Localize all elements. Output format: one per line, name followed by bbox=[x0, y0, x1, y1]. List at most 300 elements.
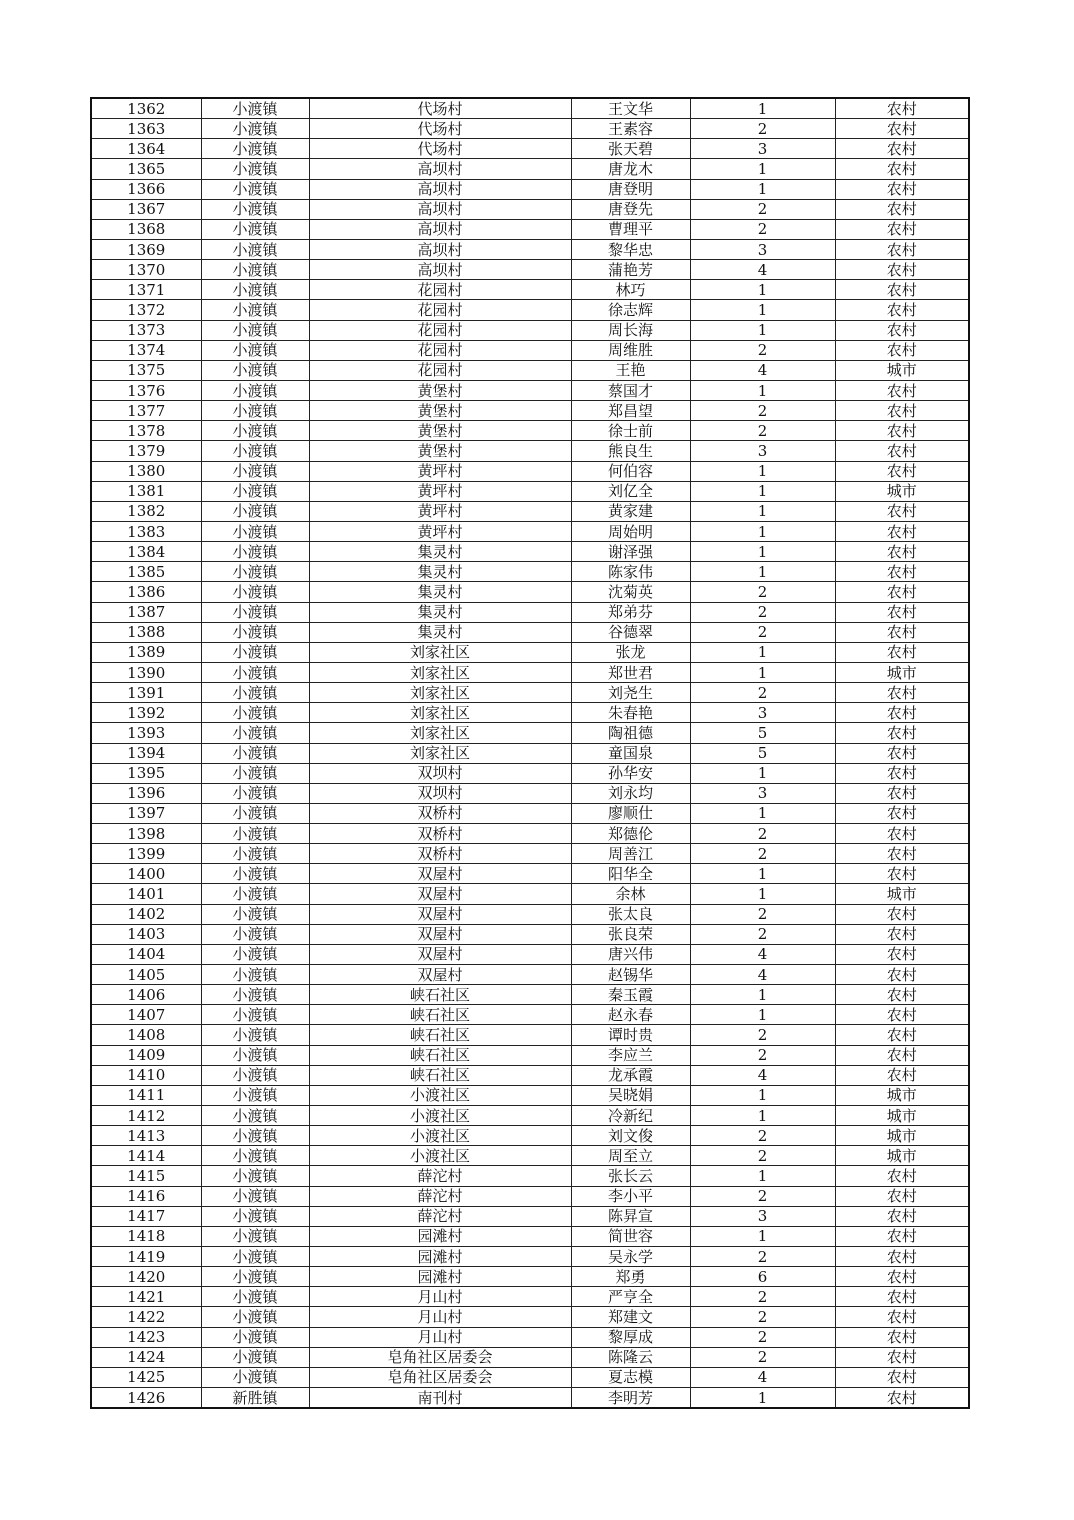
row-number-cell: 1416 bbox=[91, 1186, 201, 1206]
household-size-cell: 3 bbox=[690, 703, 835, 723]
household-size-cell: 1 bbox=[690, 884, 835, 904]
village-cell: 园滩村 bbox=[309, 1247, 571, 1267]
household-size-cell: 3 bbox=[690, 139, 835, 159]
household-size-cell: 1 bbox=[690, 542, 835, 562]
town-cell: 小渡镇 bbox=[201, 1267, 309, 1287]
town-cell: 小渡镇 bbox=[201, 824, 309, 844]
row-number-cell: 1384 bbox=[91, 542, 201, 562]
table-row bbox=[91, 300, 969, 320]
town-cell: 小渡镇 bbox=[201, 481, 309, 501]
name-cell: 秦玉霞 bbox=[571, 985, 690, 1005]
table-row bbox=[91, 441, 969, 461]
name-cell: 黄家建 bbox=[571, 501, 690, 521]
village-cell: 黄坪村 bbox=[309, 461, 571, 481]
village-cell: 小渡社区 bbox=[309, 1085, 571, 1105]
table-row bbox=[91, 662, 969, 682]
village-cell: 高坝村 bbox=[309, 260, 571, 280]
name-cell: 张天碧 bbox=[571, 139, 690, 159]
row-number-cell: 1399 bbox=[91, 844, 201, 864]
row-number-cell: 1387 bbox=[91, 602, 201, 622]
village-cell: 峡石社区 bbox=[309, 1065, 571, 1085]
name-cell: 刘文俊 bbox=[571, 1126, 690, 1146]
row-number-cell: 1403 bbox=[91, 924, 201, 944]
row-number-cell: 1426 bbox=[91, 1388, 201, 1409]
household-size-cell: 1 bbox=[690, 98, 835, 119]
household-size-cell: 2 bbox=[690, 1287, 835, 1307]
table-row bbox=[91, 1388, 969, 1409]
row-number-cell: 1364 bbox=[91, 139, 201, 159]
village-cell: 双坝村 bbox=[309, 783, 571, 803]
household-size-cell: 1 bbox=[690, 320, 835, 340]
household-size-cell: 2 bbox=[690, 1307, 835, 1327]
name-cell: 张良荣 bbox=[571, 924, 690, 944]
town-cell: 小渡镇 bbox=[201, 622, 309, 642]
town-cell: 小渡镇 bbox=[201, 803, 309, 823]
village-cell: 刘家社区 bbox=[309, 723, 571, 743]
row-number-cell: 1394 bbox=[91, 743, 201, 763]
town-cell: 小渡镇 bbox=[201, 239, 309, 259]
name-cell: 郑建文 bbox=[571, 1307, 690, 1327]
household-size-cell: 1 bbox=[690, 179, 835, 199]
table-row bbox=[91, 1146, 969, 1166]
household-size-cell: 2 bbox=[690, 199, 835, 219]
household-size-cell: 2 bbox=[690, 340, 835, 360]
town-cell: 小渡镇 bbox=[201, 159, 309, 179]
name-cell: 郑德伦 bbox=[571, 824, 690, 844]
residence-type-cell: 农村 bbox=[835, 401, 969, 421]
town-cell: 小渡镇 bbox=[201, 965, 309, 985]
village-cell: 双屋村 bbox=[309, 924, 571, 944]
table-row bbox=[91, 683, 969, 703]
table-row bbox=[91, 1106, 969, 1126]
town-cell: 小渡镇 bbox=[201, 219, 309, 239]
table-row bbox=[91, 280, 969, 300]
household-size-cell: 2 bbox=[690, 924, 835, 944]
household-size-cell: 2 bbox=[690, 582, 835, 602]
residence-type-cell: 农村 bbox=[835, 924, 969, 944]
town-cell: 小渡镇 bbox=[201, 1367, 309, 1387]
household-size-cell: 1 bbox=[690, 1106, 835, 1126]
row-number-cell: 1420 bbox=[91, 1267, 201, 1287]
village-cell: 高坝村 bbox=[309, 159, 571, 179]
household-size-cell: 1 bbox=[690, 280, 835, 300]
row-number-cell: 1418 bbox=[91, 1226, 201, 1246]
row-number-cell: 1402 bbox=[91, 904, 201, 924]
residence-type-cell: 农村 bbox=[835, 119, 969, 139]
row-number-cell: 1378 bbox=[91, 421, 201, 441]
residence-type-cell: 农村 bbox=[835, 441, 969, 461]
household-size-cell: 2 bbox=[690, 622, 835, 642]
village-cell: 黄堡村 bbox=[309, 380, 571, 400]
residence-type-cell: 农村 bbox=[835, 380, 969, 400]
table-row bbox=[91, 260, 969, 280]
table-row bbox=[91, 98, 969, 119]
row-number-cell: 1423 bbox=[91, 1327, 201, 1347]
town-cell: 小渡镇 bbox=[201, 320, 309, 340]
row-number-cell: 1371 bbox=[91, 280, 201, 300]
town-cell: 小渡镇 bbox=[201, 1106, 309, 1126]
name-cell: 唐登明 bbox=[571, 179, 690, 199]
village-cell: 高坝村 bbox=[309, 219, 571, 239]
household-size-cell: 1 bbox=[690, 864, 835, 884]
household-size-cell: 1 bbox=[690, 763, 835, 783]
row-number-cell: 1367 bbox=[91, 199, 201, 219]
village-cell: 峡石社区 bbox=[309, 1025, 571, 1045]
household-size-cell: 4 bbox=[690, 965, 835, 985]
town-cell: 小渡镇 bbox=[201, 944, 309, 964]
row-number-cell: 1390 bbox=[91, 662, 201, 682]
table-row bbox=[91, 1226, 969, 1246]
name-cell: 谢泽强 bbox=[571, 542, 690, 562]
table-row bbox=[91, 1347, 969, 1367]
table-row bbox=[91, 783, 969, 803]
village-cell: 花园村 bbox=[309, 340, 571, 360]
village-cell: 黄堡村 bbox=[309, 441, 571, 461]
residence-type-cell: 农村 bbox=[835, 199, 969, 219]
town-cell: 小渡镇 bbox=[201, 360, 309, 380]
name-cell: 吴晓娟 bbox=[571, 1085, 690, 1105]
household-size-cell: 4 bbox=[690, 260, 835, 280]
town-cell: 小渡镇 bbox=[201, 783, 309, 803]
town-cell: 小渡镇 bbox=[201, 461, 309, 481]
table-row bbox=[91, 985, 969, 1005]
name-cell: 沈菊英 bbox=[571, 582, 690, 602]
row-number-cell: 1380 bbox=[91, 461, 201, 481]
row-number-cell: 1376 bbox=[91, 380, 201, 400]
row-number-cell: 1375 bbox=[91, 360, 201, 380]
village-cell: 峡石社区 bbox=[309, 985, 571, 1005]
village-cell: 刘家社区 bbox=[309, 743, 571, 763]
table-row bbox=[91, 844, 969, 864]
table-row bbox=[91, 139, 969, 159]
residence-type-cell: 农村 bbox=[835, 904, 969, 924]
residence-type-cell: 农村 bbox=[835, 300, 969, 320]
residence-type-cell: 农村 bbox=[835, 1367, 969, 1387]
table-row bbox=[91, 239, 969, 259]
household-size-cell: 1 bbox=[690, 461, 835, 481]
residence-type-cell: 农村 bbox=[835, 159, 969, 179]
household-size-cell: 2 bbox=[690, 401, 835, 421]
name-cell: 谷德翠 bbox=[571, 622, 690, 642]
residence-type-cell: 农村 bbox=[835, 1065, 969, 1085]
town-cell: 小渡镇 bbox=[201, 662, 309, 682]
row-number-cell: 1362 bbox=[91, 98, 201, 119]
name-cell: 蒲艳芳 bbox=[571, 260, 690, 280]
village-cell: 园滩村 bbox=[309, 1267, 571, 1287]
row-number-cell: 1424 bbox=[91, 1347, 201, 1367]
name-cell: 张太良 bbox=[571, 904, 690, 924]
village-cell: 峡石社区 bbox=[309, 1045, 571, 1065]
residence-type-cell: 农村 bbox=[835, 340, 969, 360]
town-cell: 小渡镇 bbox=[201, 642, 309, 662]
village-cell: 黄坪村 bbox=[309, 481, 571, 501]
household-size-cell: 2 bbox=[690, 219, 835, 239]
residence-type-cell: 农村 bbox=[835, 542, 969, 562]
village-cell: 双坝村 bbox=[309, 763, 571, 783]
table-row bbox=[91, 360, 969, 380]
table-row bbox=[91, 1327, 969, 1347]
town-cell: 小渡镇 bbox=[201, 723, 309, 743]
village-cell: 薛沱村 bbox=[309, 1206, 571, 1226]
village-cell: 小渡社区 bbox=[309, 1126, 571, 1146]
village-cell: 集灵村 bbox=[309, 582, 571, 602]
row-number-cell: 1363 bbox=[91, 119, 201, 139]
table-row bbox=[91, 401, 969, 421]
town-cell: 小渡镇 bbox=[201, 844, 309, 864]
name-cell: 徐志辉 bbox=[571, 300, 690, 320]
town-cell: 小渡镇 bbox=[201, 602, 309, 622]
village-cell: 高坝村 bbox=[309, 199, 571, 219]
household-size-cell: 5 bbox=[690, 743, 835, 763]
table-row bbox=[91, 965, 969, 985]
residence-type-cell: 农村 bbox=[835, 642, 969, 662]
row-number-cell: 1401 bbox=[91, 884, 201, 904]
village-cell: 双桥村 bbox=[309, 824, 571, 844]
town-cell: 小渡镇 bbox=[201, 1247, 309, 1267]
row-number-cell: 1415 bbox=[91, 1166, 201, 1186]
name-cell: 徐士前 bbox=[571, 421, 690, 441]
name-cell: 黎华忠 bbox=[571, 239, 690, 259]
residence-type-cell: 农村 bbox=[835, 965, 969, 985]
town-cell: 小渡镇 bbox=[201, 1327, 309, 1347]
town-cell: 小渡镇 bbox=[201, 904, 309, 924]
village-cell: 刘家社区 bbox=[309, 642, 571, 662]
name-cell: 王艳 bbox=[571, 360, 690, 380]
household-size-cell: 2 bbox=[690, 824, 835, 844]
name-cell: 林巧 bbox=[571, 280, 690, 300]
residence-type-cell: 城市 bbox=[835, 884, 969, 904]
row-number-cell: 1419 bbox=[91, 1247, 201, 1267]
table-row bbox=[91, 481, 969, 501]
residence-type-cell: 城市 bbox=[835, 481, 969, 501]
name-cell: 周维胜 bbox=[571, 340, 690, 360]
village-cell: 集灵村 bbox=[309, 622, 571, 642]
village-cell: 双屋村 bbox=[309, 904, 571, 924]
residence-type-cell: 农村 bbox=[835, 1287, 969, 1307]
name-cell: 陶祖德 bbox=[571, 723, 690, 743]
table-row bbox=[91, 320, 969, 340]
residence-type-cell: 城市 bbox=[835, 1126, 969, 1146]
row-number-cell: 1377 bbox=[91, 401, 201, 421]
residence-type-cell: 农村 bbox=[835, 763, 969, 783]
name-cell: 郑勇 bbox=[571, 1267, 690, 1287]
town-cell: 小渡镇 bbox=[201, 199, 309, 219]
village-cell: 花园村 bbox=[309, 300, 571, 320]
name-cell: 孙华安 bbox=[571, 763, 690, 783]
residence-type-cell: 农村 bbox=[835, 1166, 969, 1186]
row-number-cell: 1365 bbox=[91, 159, 201, 179]
table-row bbox=[91, 1045, 969, 1065]
town-cell: 小渡镇 bbox=[201, 683, 309, 703]
town-cell: 小渡镇 bbox=[201, 521, 309, 541]
name-cell: 王文华 bbox=[571, 98, 690, 119]
table-row bbox=[91, 159, 969, 179]
name-cell: 刘尧生 bbox=[571, 683, 690, 703]
name-cell: 赵锡华 bbox=[571, 965, 690, 985]
town-cell: 小渡镇 bbox=[201, 1146, 309, 1166]
row-number-cell: 1422 bbox=[91, 1307, 201, 1327]
household-size-cell: 4 bbox=[690, 1065, 835, 1085]
household-size-cell: 1 bbox=[690, 1085, 835, 1105]
row-number-cell: 1407 bbox=[91, 1005, 201, 1025]
village-cell: 小渡社区 bbox=[309, 1106, 571, 1126]
row-number-cell: 1370 bbox=[91, 260, 201, 280]
household-size-cell: 1 bbox=[690, 803, 835, 823]
town-cell: 小渡镇 bbox=[201, 703, 309, 723]
name-cell: 郑弟芬 bbox=[571, 602, 690, 622]
name-cell: 周至立 bbox=[571, 1146, 690, 1166]
table-row bbox=[91, 1307, 969, 1327]
town-cell: 小渡镇 bbox=[201, 1126, 309, 1146]
residence-type-cell: 农村 bbox=[835, 1388, 969, 1409]
town-cell: 小渡镇 bbox=[201, 1085, 309, 1105]
town-cell: 小渡镇 bbox=[201, 380, 309, 400]
town-cell: 小渡镇 bbox=[201, 924, 309, 944]
town-cell: 小渡镇 bbox=[201, 864, 309, 884]
residence-type-cell: 农村 bbox=[835, 824, 969, 844]
residence-type-cell: 农村 bbox=[835, 1327, 969, 1347]
residence-type-cell: 农村 bbox=[835, 622, 969, 642]
row-number-cell: 1398 bbox=[91, 824, 201, 844]
row-number-cell: 1388 bbox=[91, 622, 201, 642]
table-row bbox=[91, 1186, 969, 1206]
town-cell: 小渡镇 bbox=[201, 1206, 309, 1226]
village-cell: 刘家社区 bbox=[309, 683, 571, 703]
village-cell: 双桥村 bbox=[309, 844, 571, 864]
row-number-cell: 1405 bbox=[91, 965, 201, 985]
table-row bbox=[91, 602, 969, 622]
row-number-cell: 1397 bbox=[91, 803, 201, 823]
household-size-cell: 4 bbox=[690, 360, 835, 380]
village-cell: 花园村 bbox=[309, 320, 571, 340]
table-row bbox=[91, 824, 969, 844]
village-cell: 双桥村 bbox=[309, 803, 571, 823]
residence-type-cell: 农村 bbox=[835, 139, 969, 159]
table-row bbox=[91, 904, 969, 924]
town-cell: 小渡镇 bbox=[201, 421, 309, 441]
household-size-cell: 3 bbox=[690, 1206, 835, 1226]
row-number-cell: 1408 bbox=[91, 1025, 201, 1045]
household-size-cell: 2 bbox=[690, 421, 835, 441]
residence-type-cell: 农村 bbox=[835, 1226, 969, 1246]
table-row bbox=[91, 119, 969, 139]
residence-type-cell: 城市 bbox=[835, 1106, 969, 1126]
row-number-cell: 1421 bbox=[91, 1287, 201, 1307]
village-cell: 皂角社区居委会 bbox=[309, 1347, 571, 1367]
residence-type-cell: 农村 bbox=[835, 239, 969, 259]
row-number-cell: 1414 bbox=[91, 1146, 201, 1166]
row-number-cell: 1395 bbox=[91, 763, 201, 783]
name-cell: 熊良生 bbox=[571, 441, 690, 461]
table-row bbox=[91, 340, 969, 360]
name-cell: 阳华全 bbox=[571, 864, 690, 884]
name-cell: 陈昇宣 bbox=[571, 1206, 690, 1226]
name-cell: 周长海 bbox=[571, 320, 690, 340]
name-cell: 陈隆云 bbox=[571, 1347, 690, 1367]
town-cell: 小渡镇 bbox=[201, 280, 309, 300]
table-row bbox=[91, 803, 969, 823]
village-cell: 花园村 bbox=[309, 360, 571, 380]
table-row bbox=[91, 1085, 969, 1105]
town-cell: 小渡镇 bbox=[201, 884, 309, 904]
village-cell: 皂角社区居委会 bbox=[309, 1367, 571, 1387]
residence-type-cell: 农村 bbox=[835, 582, 969, 602]
village-cell: 峡石社区 bbox=[309, 1005, 571, 1025]
village-cell: 刘家社区 bbox=[309, 662, 571, 682]
village-cell: 双屋村 bbox=[309, 944, 571, 964]
name-cell: 朱春艳 bbox=[571, 703, 690, 723]
table-row bbox=[91, 1247, 969, 1267]
row-number-cell: 1413 bbox=[91, 1126, 201, 1146]
household-size-cell: 1 bbox=[690, 521, 835, 541]
residence-type-cell: 农村 bbox=[835, 1247, 969, 1267]
town-cell: 小渡镇 bbox=[201, 1287, 309, 1307]
row-number-cell: 1385 bbox=[91, 562, 201, 582]
household-size-cell: 2 bbox=[690, 844, 835, 864]
row-number-cell: 1396 bbox=[91, 783, 201, 803]
residence-type-cell: 农村 bbox=[835, 944, 969, 964]
household-size-cell: 3 bbox=[690, 239, 835, 259]
row-number-cell: 1417 bbox=[91, 1206, 201, 1226]
table-row bbox=[91, 723, 969, 743]
row-number-cell: 1368 bbox=[91, 219, 201, 239]
town-cell: 小渡镇 bbox=[201, 985, 309, 1005]
village-cell: 代场村 bbox=[309, 139, 571, 159]
residence-type-cell: 农村 bbox=[835, 783, 969, 803]
row-number-cell: 1389 bbox=[91, 642, 201, 662]
table-row bbox=[91, 179, 969, 199]
household-size-cell: 4 bbox=[690, 1367, 835, 1387]
table-row bbox=[91, 1267, 969, 1287]
village-cell: 月山村 bbox=[309, 1287, 571, 1307]
name-cell: 刘永均 bbox=[571, 783, 690, 803]
name-cell: 曹理平 bbox=[571, 219, 690, 239]
town-cell: 小渡镇 bbox=[201, 1186, 309, 1206]
table-row bbox=[91, 1005, 969, 1025]
residence-type-cell: 农村 bbox=[835, 461, 969, 481]
town-cell: 小渡镇 bbox=[201, 441, 309, 461]
household-size-cell: 1 bbox=[690, 380, 835, 400]
residence-type-cell: 农村 bbox=[835, 421, 969, 441]
household-size-cell: 2 bbox=[690, 1347, 835, 1367]
household-size-cell: 2 bbox=[690, 1126, 835, 1146]
village-cell: 双屋村 bbox=[309, 884, 571, 904]
table-row bbox=[91, 884, 969, 904]
town-cell: 小渡镇 bbox=[201, 743, 309, 763]
name-cell: 严亨全 bbox=[571, 1287, 690, 1307]
residence-type-cell: 农村 bbox=[835, 1186, 969, 1206]
name-cell: 龙承霞 bbox=[571, 1065, 690, 1085]
residence-type-cell: 城市 bbox=[835, 1085, 969, 1105]
residence-type-cell: 农村 bbox=[835, 280, 969, 300]
name-cell: 周善江 bbox=[571, 844, 690, 864]
household-size-cell: 2 bbox=[690, 904, 835, 924]
row-number-cell: 1373 bbox=[91, 320, 201, 340]
table-row bbox=[91, 622, 969, 642]
household-size-cell: 1 bbox=[690, 501, 835, 521]
record-table bbox=[90, 97, 970, 1409]
row-number-cell: 1381 bbox=[91, 481, 201, 501]
town-cell: 小渡镇 bbox=[201, 119, 309, 139]
residence-type-cell: 农村 bbox=[835, 743, 969, 763]
table-row bbox=[91, 763, 969, 783]
name-cell: 张长云 bbox=[571, 1166, 690, 1186]
household-size-cell: 5 bbox=[690, 723, 835, 743]
village-cell: 薛沱村 bbox=[309, 1166, 571, 1186]
residence-type-cell: 农村 bbox=[835, 1307, 969, 1327]
table-row bbox=[91, 1065, 969, 1085]
residence-type-cell: 农村 bbox=[835, 703, 969, 723]
